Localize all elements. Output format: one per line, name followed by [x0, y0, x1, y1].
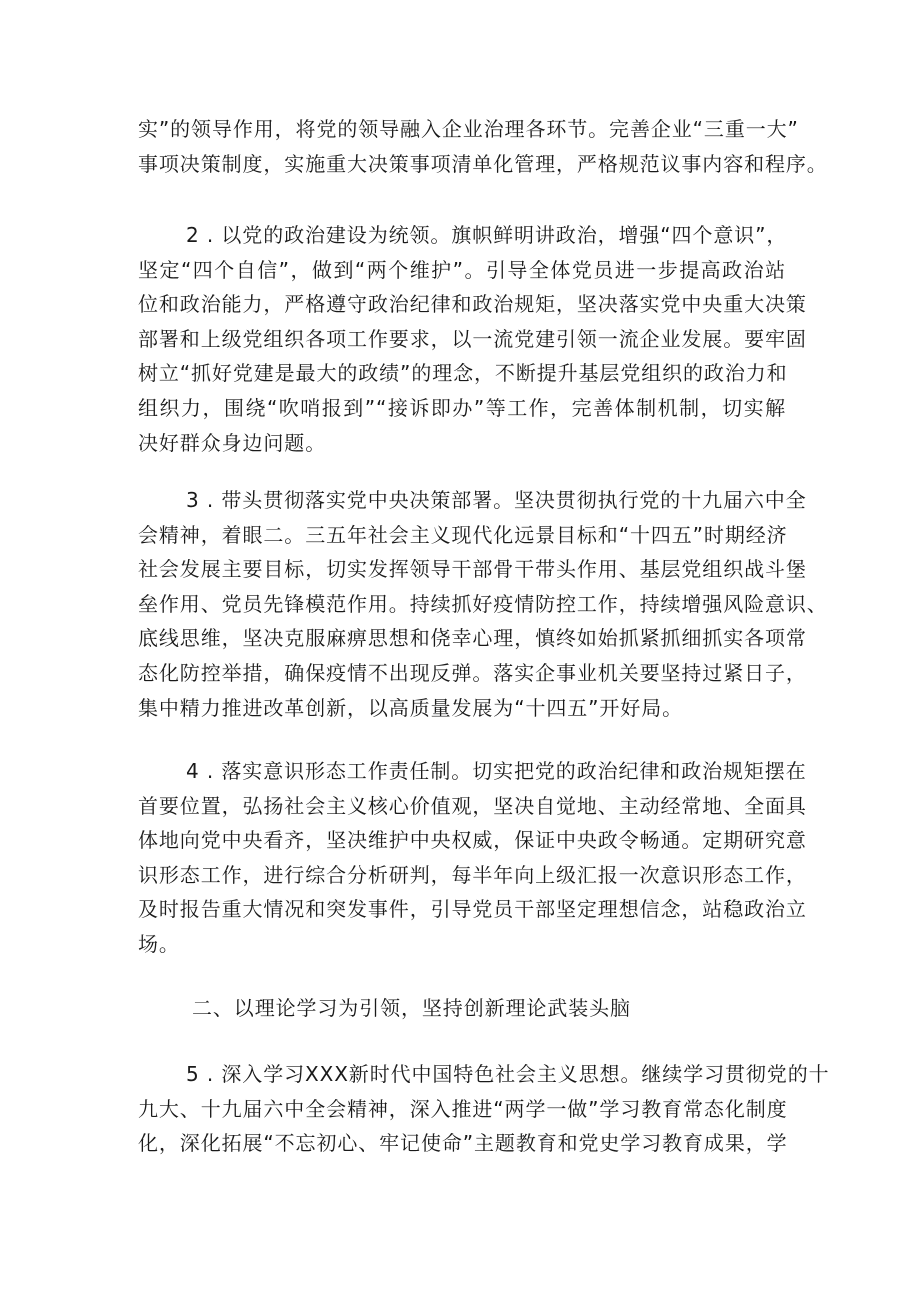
- section-heading: [138, 991, 786, 1026]
- text-line: 识形态工作，进行综合分析研判，每半年向上级汇报一次意识形态工作，: [138, 862, 807, 887]
- text-line: 组织力，围绕“吹哨报到”“接诉即办”等工作，完善体制机制，切实解: [138, 395, 786, 420]
- paragraph-2: [138, 218, 807, 460]
- paragraph-1: [138, 112, 828, 181]
- text-line: 会精神，着眼二。三五年社会主义现代化远景目标和“十四五”时期经济: [138, 522, 788, 547]
- text-line: 态化防控举措，确保疫情不出现反弹。落实企事业机关要坚持过紧日子，: [138, 660, 807, 685]
- paragraph-4: [138, 754, 807, 962]
- text-line: 垒作用、党员先锋模范作用。持续抓好疫情防控工作，持续增强风险意识、: [138, 591, 828, 616]
- text-line: 决好群众身边问题。: [138, 430, 327, 455]
- text-line: 位和政治能力，严格遵守政治纪律和政治规矩，坚决落实党中央重大决策: [138, 292, 807, 317]
- text-line: 首要位置，弘扬社会主义核心价值观，坚决自觉地、主动经常地、全面具: [138, 793, 807, 818]
- text-line: 树立“抓好党建是最大的政绩”的理念，不断提升基层党组织的政治力和: [138, 361, 788, 386]
- text-line: 实”的领导作用，将党的领导融入企业治理各环节。完善企业“三重一大”: [138, 117, 799, 141]
- text-line: 部署和上级党组织各项工作要求，以一流党建引领一流企业发展。要牢固: [138, 326, 807, 351]
- text-line: 5 . 深入学习XXX新时代中国特色社会主义思想。继续学习贯彻党的十: [186, 1062, 830, 1086]
- text-line: 化，深化拓展“不忘初心、牢记使命”主题教育和党史学习教育成果，学: [138, 1131, 788, 1156]
- paragraph-5: [138, 1057, 830, 1161]
- text-line: 及时报告重大情况和突发事件，引导党员干部坚定理想信念，站稳政治立: [138, 897, 807, 922]
- text-line: 4 . 落实意识形态工作责任制。切实把党的政治纪律和政治规矩摆在: [186, 759, 807, 783]
- text-line: 场。: [138, 931, 180, 956]
- text-line: 集中精力推进改革创新，以高质量发展为“十四五”开好局。: [138, 695, 684, 720]
- text-line: 九大、十九届六中全会精神，深入推进“两学一做”学习教育常态化制度: [138, 1096, 788, 1121]
- text-line: 坚定“四个自信”，做到“两个维护”。引导全体党员进一步提高政治站: [138, 257, 786, 282]
- text-line: 3 . 带头贯彻落实党中央决策部署。坚决贯彻执行党的十九届六中全: [186, 488, 807, 512]
- section-heading-text: 二、以理论学习为引领，坚持创新理论武装头脑: [192, 996, 631, 1020]
- text-line: 2 . 以党的政治建设为统领。旗帜鲜明讲政治，增强“四个意识”，: [186, 223, 788, 247]
- paragraph-3: [138, 483, 828, 725]
- text-line: 社会发展主要目标，切实发挥领导干部骨干带头作用、基层党组织战斗堡: [138, 557, 807, 582]
- text-line: 底线思维，坚决克服麻痹思想和侥幸心理，慎终如始抓紧抓细抓实各项常: [138, 626, 807, 651]
- text-line: 体地向党中央看齐，坚决维护中央权威，保证中央政令畅通。定期研究意: [138, 828, 807, 853]
- text-line: 事项决策制度，实施重大决策事项清单化管理，严格规范议事内容和程序。: [138, 151, 828, 176]
